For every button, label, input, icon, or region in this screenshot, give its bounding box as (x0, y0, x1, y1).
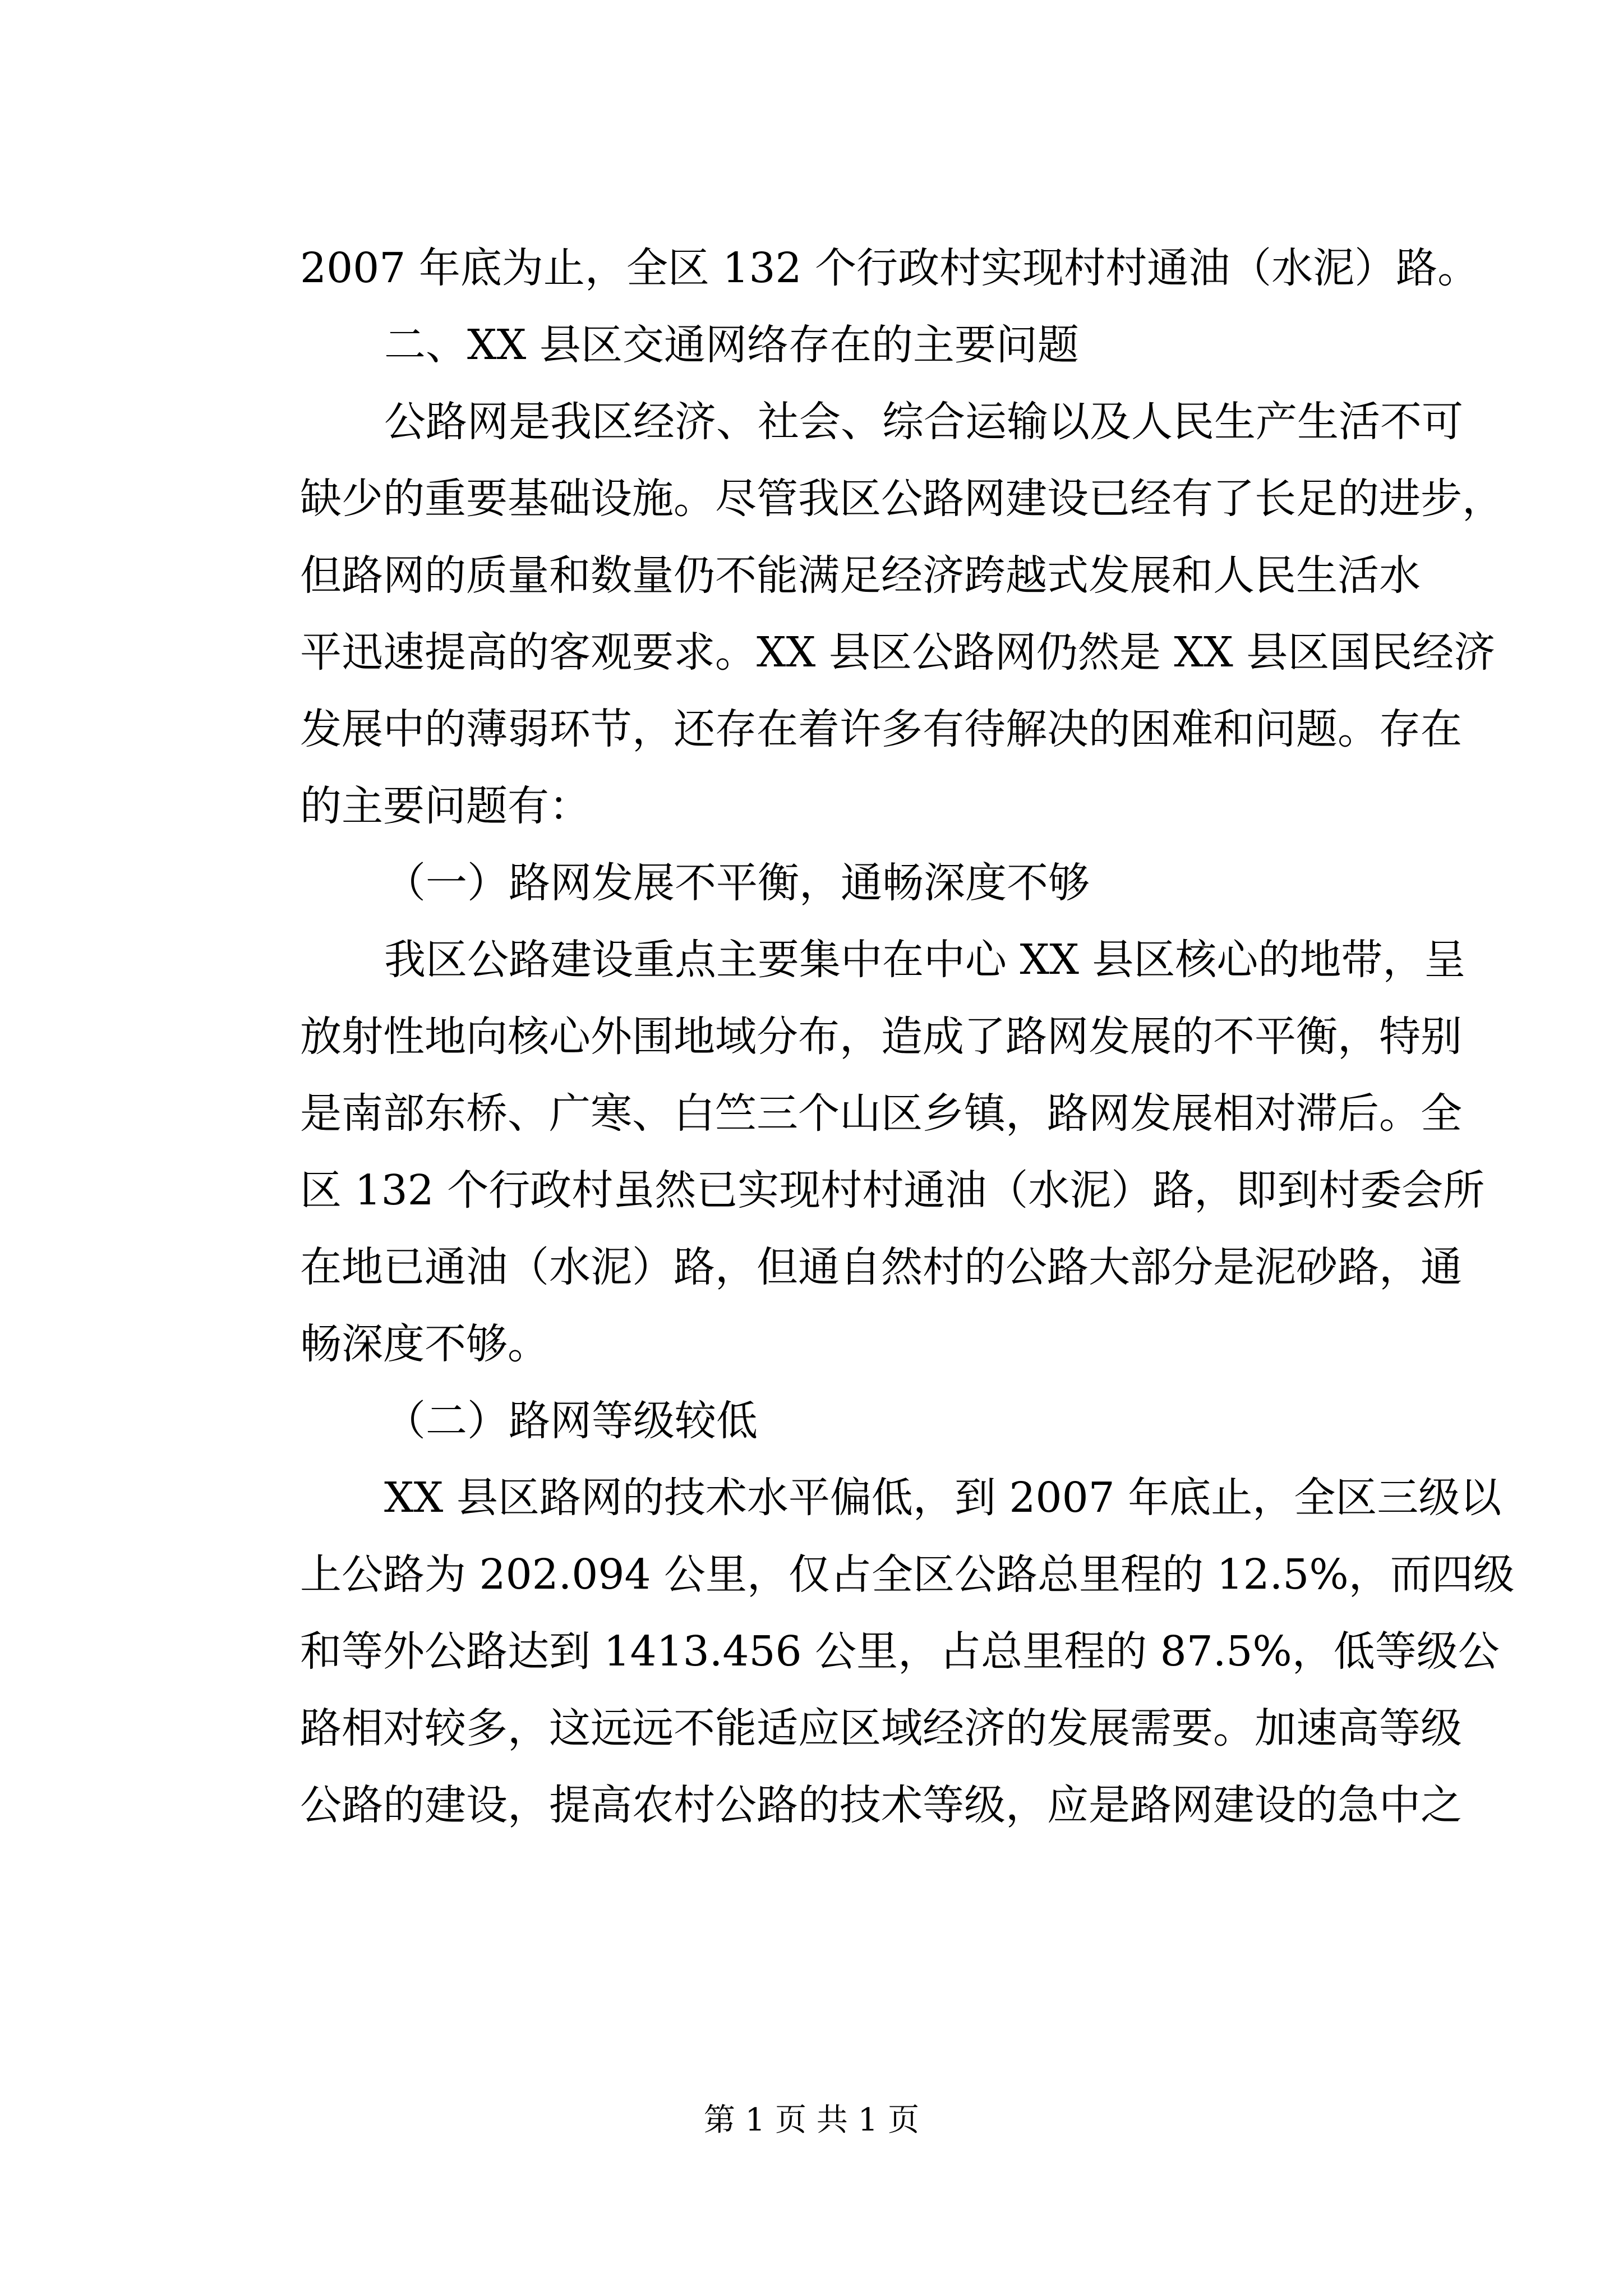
text-line: XX 县区路网的技术水平偏低，到 2007 年底止，全区三级以 (384, 1474, 1502, 1522)
page-footer: 第 1 页 共 1 页 (703, 2102, 920, 2138)
text-line: 区 132 个行政村虽然已实现村村通油（水泥）路，即到村委会所 (300, 1166, 1485, 1214)
document-body (300, 230, 1515, 1844)
text-line: 缺少的重要基础设施。尽管我区公路网建设已经有了长足的进步， (300, 475, 1504, 523)
subsection-heading: （二）路网等级较低 (384, 1397, 758, 1445)
text-line: 在地已通油（水泥）路，但通自然村的公路大部分是泥砂路，通 (300, 1243, 1462, 1291)
subsection-heading: （一）路网发展不平衡，通畅深度不够 (384, 859, 1090, 907)
text-line: 公路网是我区经济、社会、综合运输以及人民生产生活不可 (384, 398, 1463, 446)
text-line: 公路的建设，提高农村公路的技术等级，应是路网建设的急中之 (300, 1781, 1462, 1829)
text-line: 是南部东桥、广寒、白竺三个山区乡镇，路网发展相对滞后。全 (300, 1089, 1462, 1138)
text-line: 上公路为 202.094 公里，仅占全区公路总里程的 12.5%，而四级 (300, 1550, 1515, 1599)
text-line: 2007 年底为止，全区 132 个行政村实现村村通油（水泥）路。 (300, 244, 1479, 292)
text-line: 的主要问题有： (300, 782, 591, 830)
section-heading: 二、XX 县区交通网络存在的主要问题 (384, 321, 1079, 369)
text-line: 但路网的质量和数量仍不能满足经济跨越式发展和人民生活水 (300, 551, 1421, 600)
text-line: 路相对较多，这远远不能适应区域经济的发展需要。加速高等级 (300, 1704, 1462, 1752)
text-line: 和等外公路达到 1413.456 公里，占总里程的 87.5%，低等级公 (300, 1627, 1500, 1676)
text-line: 平迅速提高的客观要求。XX 县区公路网仍然是 XX 县区国民经济 (300, 628, 1496, 677)
text-line: 我区公路建设重点主要集中在中心 XX 县区核心的地带，呈 (384, 936, 1466, 984)
text-line: 放射性地向核心外围地域分布，造成了路网发展的不平衡，特别 (300, 1013, 1462, 1061)
text-line: 发展中的薄弱环节，还存在着许多有待解决的困难和问题。存在 (300, 705, 1462, 753)
text-line: 畅深度不够。 (300, 1320, 549, 1368)
